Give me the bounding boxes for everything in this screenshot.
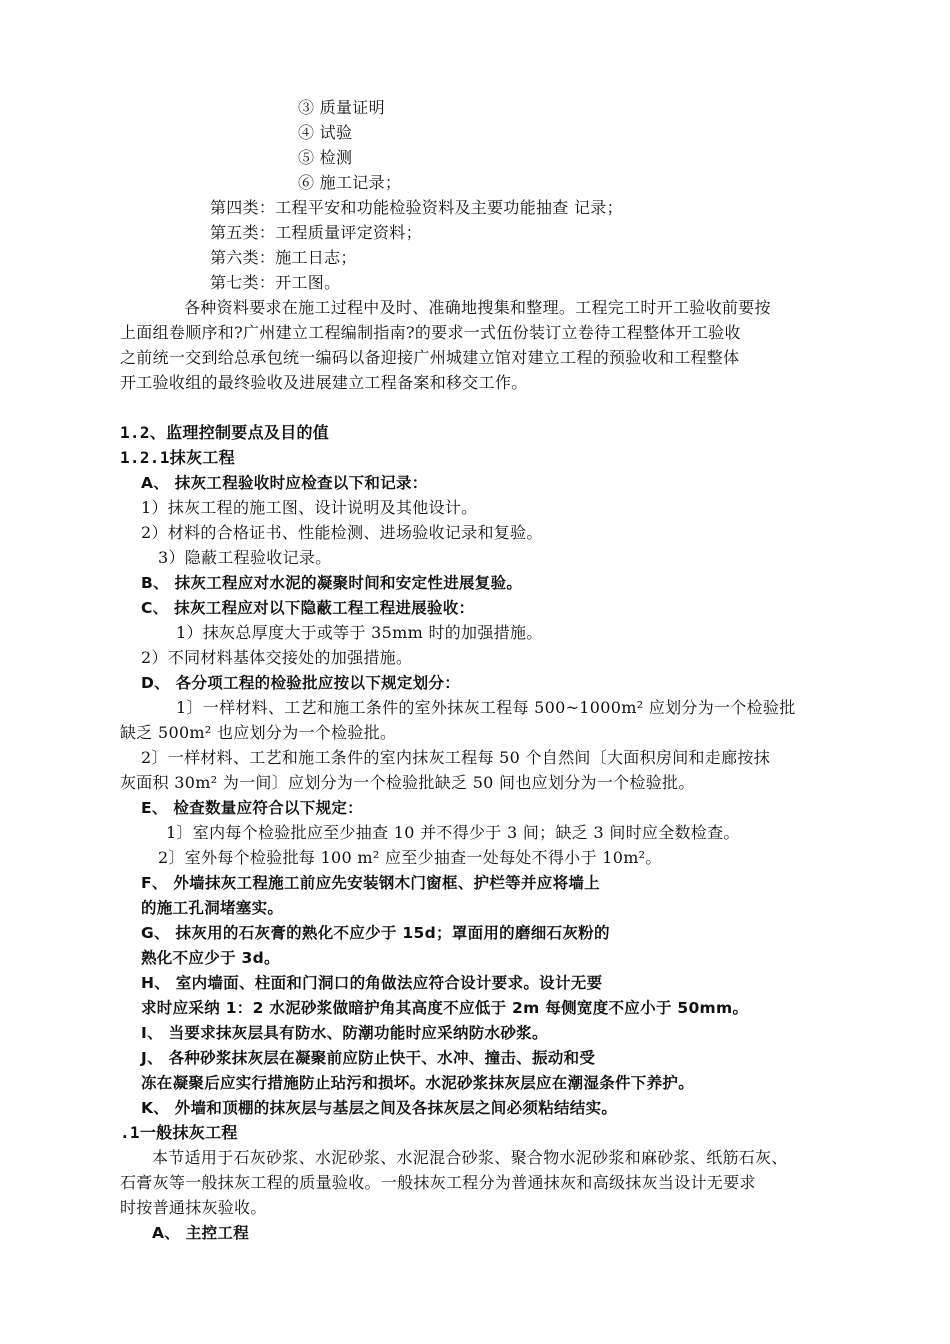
list-item: 1〕室内每个检验批应至少抽查 10 并不得少于 3 间；缺乏 3 间时应全数检查。 xyxy=(166,823,740,842)
item-c-heading: C、 抹灰工程应对以下隐蔽工程工程进展验收： xyxy=(141,599,475,617)
item-a-heading: A、 抹灰工程验收时应检查以下和记录： xyxy=(141,474,428,492)
list-item-test: ④ 试验 xyxy=(298,123,353,142)
list-item-inspection: ⑤ 检测 xyxy=(298,148,353,167)
list-item: 1〕一样材料、工艺和施工条件的室外抹灰工程每 500~1000m² 应划分为一个检验批 xyxy=(176,698,796,717)
list-item-quality-certificate: ③ 质量证明 xyxy=(298,98,385,117)
list-item: 1）抹灰工程的施工图、设计说明及其他设计。 xyxy=(141,498,478,517)
list-item-continuation: 灰面积 30m² 为一间〕应划分为一个检验批缺乏 50 间也应划分为一个检验批。 xyxy=(120,773,695,792)
paragraph-line: 开工验收组的最终验收及进展建立工程备案和移交工作。 xyxy=(120,373,528,392)
paragraph-line: 石膏灰等一般抹灰工程的质量验收。一般抹灰工程分为普通抹灰和高级抹灰当设计无要求 xyxy=(120,1173,756,1192)
list-item-continuation: 缺乏 500m² 也应划分为一个检验批。 xyxy=(120,723,397,742)
list-item: 2〕一样材料、工艺和施工条件的室内抹灰工程每 50 个自然间〔大面积房间和走廊按抹 xyxy=(141,748,771,767)
list-item: 2〕室外每个检验批每 100 m² 应至少抽查一处每处不得小于 10m²。 xyxy=(158,848,662,867)
item-h-text: H、 室内墙面、柱面和门洞口的角做法应符合设计要求。设计无要 xyxy=(141,974,603,992)
item-j-text: J、 各种砂浆抹灰层在凝聚前应防止快干、水冲、撞击、振动和受 xyxy=(141,1049,596,1067)
list-item: 1）抹灰总厚度大于或等于 35mm 时的加强措施。 xyxy=(176,623,543,642)
section-heading: 1.2、监理控制要点及目的值 xyxy=(120,423,330,442)
paragraph-line: 本节适用于石灰砂浆、水泥砂浆、水泥混合砂浆、聚合物水泥砂浆和麻砂浆、纸筋石灰、 xyxy=(152,1148,788,1167)
category-four: 第四类：工程平安和功能检验资料及主要功能抽查 记录； xyxy=(210,198,623,217)
list-item-construction-record: ⑥ 施工记录； xyxy=(298,173,402,192)
item-g-text-continuation: 熟化不应少于 3d。 xyxy=(141,949,280,967)
item-g-text: G、 抹灰用的石灰膏的熟化不应少于 15d；罩面用的磨细石灰粉的 xyxy=(141,924,610,942)
category-seven: 第七类：开工图。 xyxy=(210,273,341,292)
paragraph-line: 上面组卷顺序和?广州建立工程编制指南?的要求一式伍份装订立卷待工程整体开工验收 xyxy=(120,323,741,342)
subsection-heading-general-plastering: .1一般抹灰工程 xyxy=(120,1123,238,1142)
item-f-text-continuation: 的施工孔洞堵塞实。 xyxy=(141,899,284,917)
paragraph-line: 各种资料要求在施工过程中及时、准确地搜集和整理。工程完工时开工验收前要按 xyxy=(184,298,771,317)
paragraph-line: 之前统一交到给总承包统一编码以备迎接广州城建立馆对建立工程的预验收和工程整体 xyxy=(120,348,740,367)
item-i-text: I、 当要求抹灰层具有防水、防潮功能时应采纳防水砂浆。 xyxy=(141,1024,548,1042)
item-b-heading: B、 抹灰工程应对水泥的凝聚时间和安定性进展复验。 xyxy=(141,574,523,592)
list-item: 3）隐蔽工程验收记录。 xyxy=(158,548,332,567)
subsection-heading: 1.2.1抹灰工程 xyxy=(120,448,235,467)
paragraph-line: 时按普通抹灰验收。 xyxy=(120,1198,267,1217)
item-j-text-continuation: 冻在凝聚后应实行措施防止玷污和损坏。水泥砂浆抹灰层应在潮湿条件下养护。 xyxy=(141,1074,695,1092)
item-k-text: K、 外墙和顶棚的抹灰层与基层之间及各抹灰层之间必须粘结结实。 xyxy=(141,1099,618,1117)
list-item: 2）材料的合格证书、性能检测、进场验收记录和复验。 xyxy=(141,523,543,542)
item-e-heading: E、 检查数量应符合以下规定： xyxy=(141,799,363,817)
item-h-text-continuation: 求时应采纳 1：2 水泥砂浆做暗护角其高度不应低于 2m 每侧宽度不应小于 50mm。 xyxy=(141,999,749,1017)
category-five: 第五类：工程质量评定资料； xyxy=(210,223,422,242)
list-item: 2）不同材料基体交接处的加强措施。 xyxy=(141,648,413,667)
main-control-heading: A、 主控工程 xyxy=(152,1224,249,1242)
category-six: 第六类：施工日志； xyxy=(210,248,357,267)
item-f-text: F、 外墙抹灰工程施工前应先安装钢木门窗框、护栏等并应将墙上 xyxy=(141,874,600,892)
item-d-heading: D、 各分项工程的检验批应按以下规定划分： xyxy=(141,674,461,692)
